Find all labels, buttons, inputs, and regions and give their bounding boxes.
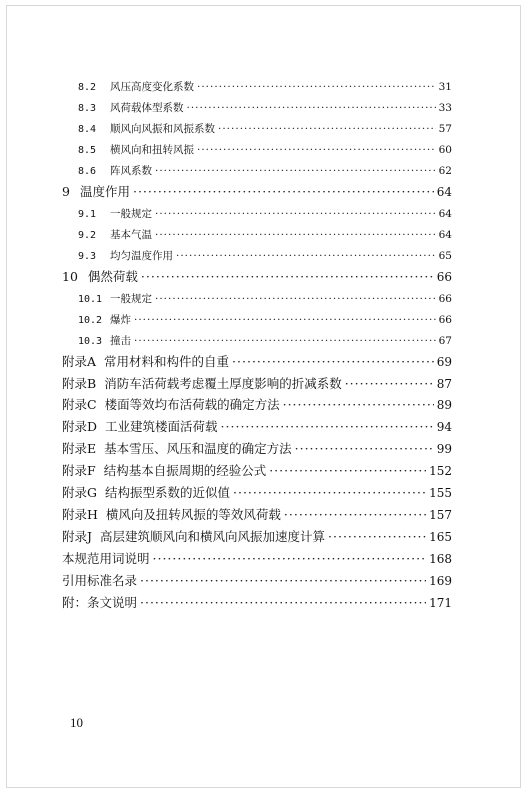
appendix-title: 楼面等效均布活荷载的确定方法 xyxy=(104,397,280,412)
dot-leader xyxy=(155,289,436,309)
page-number: 66 xyxy=(438,293,452,305)
toc-appendix-entry[interactable] xyxy=(62,374,452,394)
toc-appendix-entry[interactable] xyxy=(62,439,452,459)
appendix-label: 附录J xyxy=(62,529,93,544)
page-number: 67 xyxy=(438,335,452,347)
dot-leader xyxy=(218,119,436,139)
section-title: 风压高度变化系数 xyxy=(110,81,194,93)
dot-leader xyxy=(141,267,434,287)
dot-leader xyxy=(140,593,426,613)
appendix-label: 附录E xyxy=(62,441,97,456)
section-title: 撞击 xyxy=(110,335,131,347)
page-number: 169 xyxy=(429,574,452,588)
appendix-title: 消防车活荷载考虑覆土厚度影响的折减系数 xyxy=(104,376,342,391)
toc-appendix-entry[interactable] xyxy=(62,505,452,525)
page-number: 89 xyxy=(436,398,452,412)
section-title: 一般规定 xyxy=(110,293,152,305)
backmatter-title: 引用标准名录 xyxy=(62,573,138,588)
toc-entry[interactable] xyxy=(78,225,452,245)
toc-backmatter-entry[interactable] xyxy=(62,571,452,591)
section-title: 顺风向风振和风振系数 xyxy=(110,123,215,135)
toc-chapter-entry[interactable] xyxy=(62,267,452,287)
dot-leader xyxy=(283,395,434,415)
section-title: 阵风系数 xyxy=(110,165,152,177)
chapter-title: 温度作用 xyxy=(79,184,130,199)
page-number: 33 xyxy=(438,102,452,114)
appendix-title: 常用材料和构件的自重 xyxy=(104,354,230,369)
chapter-number: 10 xyxy=(62,269,78,284)
dot-leader xyxy=(155,204,436,224)
page-number: 64 xyxy=(438,208,452,220)
page-number: 69 xyxy=(436,355,452,369)
dot-leader xyxy=(197,77,436,97)
appendix-label: 附录D xyxy=(62,419,98,434)
appendix-title: 横风向及扭转风振的等效风荷载 xyxy=(105,507,281,522)
section-number: 10.3 xyxy=(78,336,103,347)
appendix-label: 附录B xyxy=(62,376,97,391)
toc-entry[interactable] xyxy=(78,119,452,139)
section-number: 8.2 xyxy=(78,82,97,93)
dot-leader xyxy=(133,182,434,202)
page-number: 165 xyxy=(429,530,452,544)
page-number: 66 xyxy=(436,270,452,284)
appendix-title: 基本雪压、风压和温度的确定方法 xyxy=(104,441,292,456)
dot-leader xyxy=(269,461,426,481)
toc-entry[interactable] xyxy=(78,98,452,118)
dot-leader xyxy=(328,527,426,547)
page-number: 31 xyxy=(438,81,452,93)
page-number: 157 xyxy=(429,508,452,522)
toc-entry[interactable] xyxy=(78,331,452,351)
section-number: 10.1 xyxy=(78,294,103,305)
appendix-title: 结构基本自振周期的经验公式 xyxy=(103,463,267,478)
section-number: 9.1 xyxy=(78,209,97,220)
section-number: 8.3 xyxy=(78,103,97,114)
dot-leader xyxy=(153,549,427,569)
page-number: 155 xyxy=(429,486,452,500)
appendix-title: 结构振型系数的近似值 xyxy=(105,485,231,500)
page-folio-number: 10 xyxy=(70,715,83,730)
toc-appendix-entry[interactable] xyxy=(62,417,452,437)
backmatter-title: 本规范用词说明 xyxy=(62,551,150,566)
dot-leader xyxy=(187,98,436,118)
toc-chapter-entry[interactable] xyxy=(62,182,452,202)
dot-leader xyxy=(155,225,436,245)
toc-appendix-entry[interactable] xyxy=(62,352,452,372)
appendix-title: 高层建筑顺风向和横风向风振加速度计算 xyxy=(100,529,326,544)
dot-leader xyxy=(345,374,434,394)
dot-leader xyxy=(140,571,426,591)
chapter-title: 偶然荷载 xyxy=(87,269,138,284)
page-number: 171 xyxy=(429,596,452,610)
toc-backmatter-entry[interactable] xyxy=(62,549,452,569)
appendix-label: 附录H xyxy=(62,507,98,522)
page-number: 64 xyxy=(438,229,452,241)
chapter-number: 9 xyxy=(62,184,70,199)
section-number: 8.5 xyxy=(78,145,97,156)
appendix-label: 附录C xyxy=(62,397,97,412)
page-number: 64 xyxy=(436,185,452,199)
toc-appendix-entry[interactable] xyxy=(62,395,452,415)
section-number: 8.6 xyxy=(78,166,97,177)
toc-entry[interactable] xyxy=(78,161,452,181)
dot-leader xyxy=(233,483,426,503)
page-number: 66 xyxy=(438,314,452,326)
toc-appendix-entry[interactable] xyxy=(62,461,452,481)
backmatter-title: 附：条文说明 xyxy=(62,595,138,610)
toc-entry[interactable] xyxy=(78,77,452,97)
appendix-label: 附录A xyxy=(62,354,97,369)
dot-leader xyxy=(221,417,434,437)
page-number: 57 xyxy=(438,123,452,135)
toc-entry[interactable] xyxy=(78,289,452,309)
appendix-label: 附录G xyxy=(62,485,97,500)
section-title: 爆炸 xyxy=(110,314,131,326)
appendix-title: 工业建筑楼面活荷载 xyxy=(105,419,218,434)
dot-leader xyxy=(295,439,434,459)
section-number: 9.2 xyxy=(78,230,97,241)
toc-appendix-entry[interactable] xyxy=(62,527,452,547)
page-number: 168 xyxy=(429,552,452,566)
section-number: 10.2 xyxy=(78,315,103,326)
toc-appendix-entry[interactable] xyxy=(62,483,452,503)
page-number: 62 xyxy=(438,165,452,177)
section-number: 8.4 xyxy=(78,124,97,135)
page-number: 87 xyxy=(436,377,452,391)
toc-entry[interactable] xyxy=(78,204,452,224)
toc-backmatter-entry[interactable] xyxy=(62,593,452,613)
page-number: 65 xyxy=(438,250,452,262)
page-number: 60 xyxy=(438,144,452,156)
page-number: 99 xyxy=(436,442,452,456)
dot-leader xyxy=(284,505,426,525)
dot-leader xyxy=(155,161,436,181)
dot-leader xyxy=(134,310,436,330)
section-title: 均匀温度作用 xyxy=(110,250,173,262)
page-number: 152 xyxy=(429,464,452,478)
appendix-label: 附录F xyxy=(62,463,96,478)
section-title: 横风向和扭转风振 xyxy=(110,144,194,156)
section-number: 9.3 xyxy=(78,251,97,262)
toc-entry[interactable] xyxy=(78,246,452,266)
dot-leader xyxy=(176,246,436,266)
dot-leader xyxy=(197,140,436,160)
section-title: 一般规定 xyxy=(110,208,152,220)
section-title: 基本气温 xyxy=(110,229,152,241)
page-number: 94 xyxy=(436,420,452,434)
dot-leader xyxy=(134,331,436,351)
toc-entry[interactable] xyxy=(78,310,452,330)
dot-leader xyxy=(232,352,434,372)
section-title: 风荷载体型系数 xyxy=(110,102,184,114)
toc-entry[interactable] xyxy=(78,140,452,160)
